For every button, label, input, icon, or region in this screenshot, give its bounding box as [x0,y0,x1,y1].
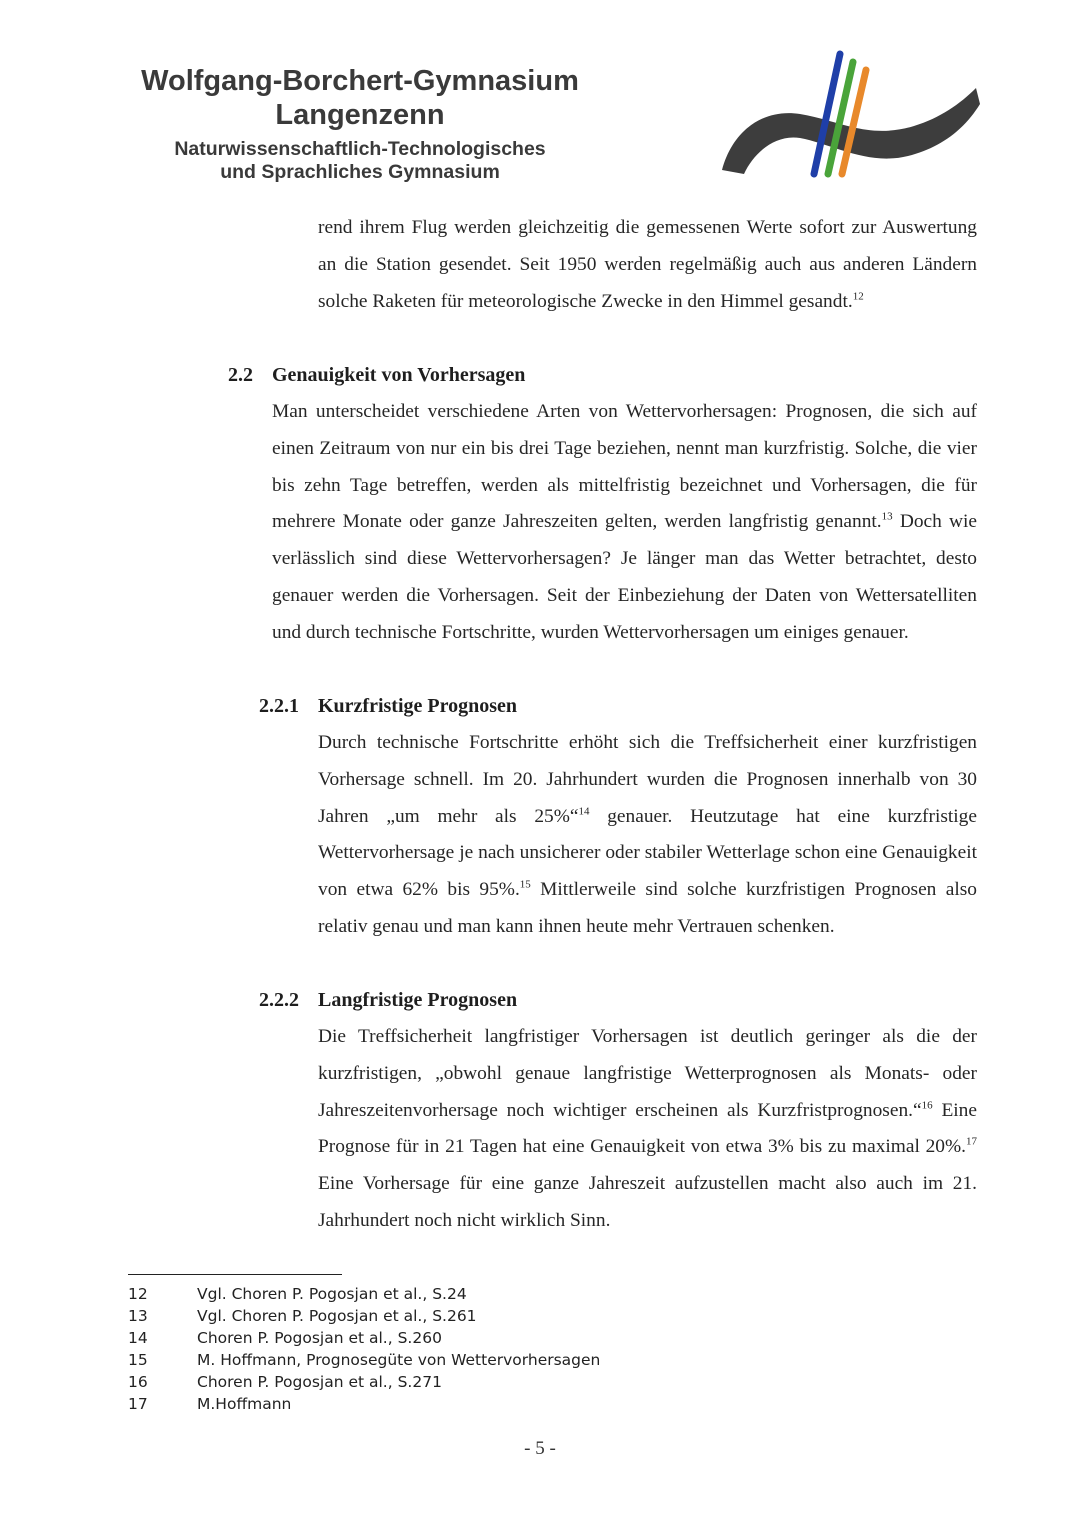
intro-paragraph: rend ihrem Flug werden gleichzeitig die gemessenen Werte sofort zur Auswertung an die Station gesendet. Seit 1950 werden regelmäßig auch aus anderen Ländern solche Raketen für meteorologische Zwecke in den Himmel gesandt.$^{12}$ [318,217,977,312]
section-heading-2-2-2 [259,982,517,1019]
school-town: Langenzenn [275,99,445,131]
section-heading-2-2 [228,357,525,394]
footnote-number: 12 [128,1285,148,1303]
page-number: - 5 - [524,1438,556,1459]
section-2-2-paragraph: Man unterscheidet verschiedene Arten von Wettervorhersagen: Prognosen, die sich auf einen Zeitraum von nur ein bis drei Tage beziehen, nennt man kurzfristig. Solche, die vier bis zehn Tage betreffen, werden als mittelfristig bezeichnet und Vorhersagen, die für mehrere Monate oder ganze Jahreszeiten gelten, werden langfristig genannt.$^{13}$ Doch wie verlässlich sind diese Wettervorhersagen? Je länger man das Wetter betrachtet, desto genauer werden die Vorhersagen. Seit der Einbeziehung der Daten von Wettersatelliten und durch technische Fortschritte, wurden Wettervorhersagen um einiges genauer. [272,401,977,643]
footnote-number: 15 [128,1351,148,1369]
section-2-2-2-paragraph: Die Treffsicherheit langfristiger Vorhersagen ist deutlich geringer als die der kurzfristigen, „obwohl genaue langfristige Wetterprognosen als Monats- oder Jahreszeitenvorhersage noch wichtiger erscheinen als Kurzfristprognosen.“$^{16}$ Eine Prognose für in 21 Tagen hat eine Genauigkeit von etwa 3% bis zu maximal 20%.$^{17}$ Eine Vorhersage für eine ganze Jahreszeit aufzustellen macht also auch im 21. Jahrhundert noch nicht wirklich Sinn. [318,1026,977,1231]
section-heading-2-2-1 [259,688,517,725]
section-2-2-1-paragraph: Durch technische Fortschritte erhöht sich die Treffsicherheit einer kurzfristigen Vorhersage schnell. Im 20. Jahrhundert wurden die Prognosen innerhalb von 30 Jahren „um mehr als 25%“$^{14}$ genauer. Heutzutage hat eine kurzfristige Wettervorhersage je nach unsicherer oder stabiler Wetterlage schon eine Genauigkeit von etwa 62% bis 95%.$^{15}$ Mittlerweile sind solche kurzfristigen Prognosen also relativ genau und man kann ihnen heute mehr Vertrauen schenken. [318,732,977,937]
footnote-text: Choren P. Pogosjan et al., S.260 [197,1329,442,1347]
section-title: Kurzfristige Prognosen [318,695,518,717]
footnote-text: M.Hoffmann [197,1395,292,1413]
footnote-text: Vgl. Choren P. Pogosjan et al., S.24 [197,1285,467,1303]
section-number: 2.2 [228,364,253,386]
section-number: 2.2.1 [259,695,299,717]
footnote-separator [128,1274,342,1275]
document-header [0,0,1080,200]
footnote-number: 13 [128,1307,148,1325]
footnote-number: 16 [128,1373,148,1391]
school-logo-icon [718,48,980,180]
footnote-number: 14 [128,1329,148,1347]
section-title: Genauigkeit von Vorhersagen [272,364,526,386]
section-title: Langfristige Prognosen [318,989,518,1011]
school-profile-line-2: und Sprachliches Gymnasium [220,161,500,183]
school-profile-line-1: Naturwissenschaftlich-Technologisches [174,138,546,160]
school-name: Wolfgang-Borchert-Gymnasium [141,65,579,97]
section-number: 2.2.2 [259,989,299,1011]
footnote-text: Choren P. Pogosjan et al., S.271 [197,1373,442,1391]
footnote-text: M. Hoffmann, Prognosegüte von Wettervorhersagen [197,1351,601,1369]
footnote-number: 17 [128,1395,148,1413]
footnote-text: Vgl. Choren P. Pogosjan et al., S.261 [197,1307,477,1325]
